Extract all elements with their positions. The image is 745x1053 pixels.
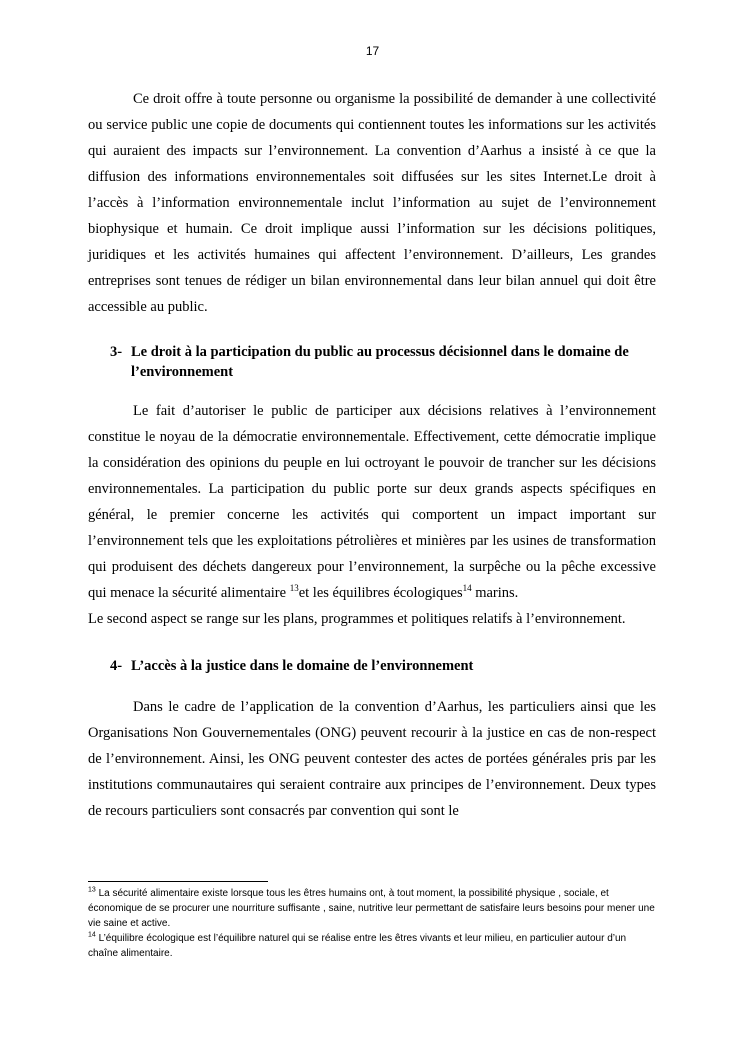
section-heading-4 <box>88 656 656 676</box>
footnote-marker: 13 <box>88 886 96 894</box>
paragraph-text: Le fait d’autoriser le public de participer aux décisions relatives à l’environnement constitue le noyau de la démocratie environnementale. Effectivement, cette démocratie implique la considération des opinions du peuple en lui octroyant le pouvoir de trancher sur les décisions environnementales. La participation du public porte sur deux grands aspects spécifiques en général, le premier concerne les activités qui comportent un impact important sur l’environnement tels que les exploitations pétrolières et minières par les usines de transformation qui produisent des déchets dangereux pour l’environnement, la surpêche ou la pêche excessive qui menace la sécurité alimentaire <box>88 403 656 601</box>
paragraph-access-to-information: Ce droit offre à toute personne ou organisme la possibilité de demander à une collectivité ou service public une copie de documents qui contiennent toutes les informations sur les activités qui auraient des impacts sur l’environnement. La convention d’Aarhus a insisté à ce que la diffusion des informations environnementales soit diffusées sur les sites Internet.Le droit à l’accès à l’information environnementale inclut l’information au sujet de l’environnement biophysique et humain. Ce droit implique aussi l’information sur les décisions politiques, juridiques et les activités humaines qui affectent l’environnement. D’ailleurs, Les grandes entreprises sont tenues de rédiger un bilan environnemental dans leur bilan annuel qui doit être accessible au public. <box>88 91 656 315</box>
section-heading-3 <box>88 342 656 382</box>
footnote-14 <box>88 931 658 961</box>
footnotes <box>88 881 658 961</box>
paragraph-access-to-justice: Dans le cadre de l’application de la convention d’Aarhus, les particuliers ainsi que les Organisations Non Gouvernementales (ONG) peuvent recourir à la justice en cas de non-respect de l’environnement. Ainsi, les ONG peuvent contester des actes de portées générales pris par les institutions communautaires qui seraient contraire aux principes de l’environnement. Deux types de recours particuliers sont consacrés par convention qui sont le <box>88 699 656 819</box>
main-text <box>88 86 656 824</box>
section-number: 3- <box>110 344 123 360</box>
paragraph-second-aspect: Le second aspect se range sur les plans, programmes et politiques relatifs à l’environnement. <box>88 611 626 627</box>
page-number: 17 <box>365 44 380 58</box>
paragraph-text: marins. <box>471 585 519 601</box>
section-number: 4- <box>110 658 123 674</box>
paragraph-text: et les équilibres écologiques <box>298 585 463 601</box>
section-title: Le droit à la participation du public au processus décisionnel dans le domaine de l’environnement <box>131 344 629 380</box>
footnote-ref-14[interactable]: 14 <box>462 583 472 594</box>
footnote-ref-13[interactable]: 13 <box>289 583 299 594</box>
footnote-marker: 14 <box>88 931 96 939</box>
section-title: L’accès à la justice dans le domaine de l’environnement <box>131 658 474 674</box>
footnote-13 <box>88 886 658 931</box>
footnote-text: L’équilibre écologique est l’équilibre naturel qui se réalise entre les êtres vivants et leur milieu, en particulier autour d’un chaîne alimentaire. <box>88 933 627 959</box>
footnote-text: La sécurité alimentaire existe lorsque tous les êtres humains ont, à tout moment, la possibilité physique , sociale, et économique de se procurer une nourriture suffisante , saine, nutritive leur permettant de satisfaire leurs besoins pour mener une vie saine et active. <box>88 888 655 929</box>
footnote-separator <box>88 881 268 882</box>
paragraph-public-participation <box>88 398 656 606</box>
